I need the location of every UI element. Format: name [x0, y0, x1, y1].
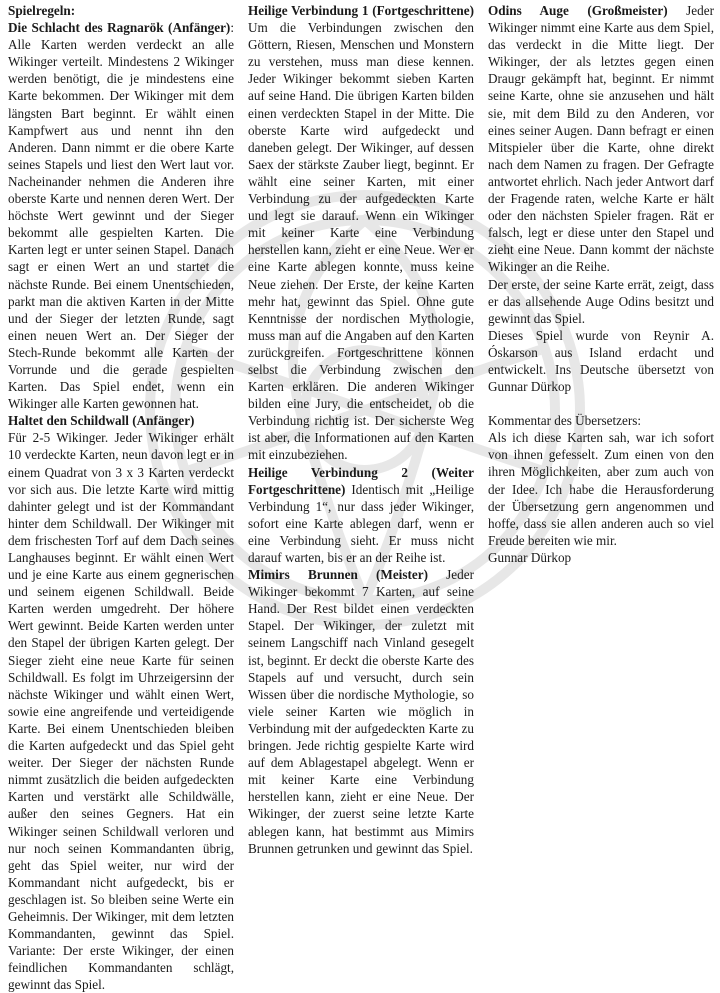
ragnarok-rule: [8, 19, 234, 412]
column-2: [248, 2, 474, 856]
verbindung2-rule: [248, 464, 474, 567]
spacer: [488, 395, 714, 412]
verbindung1-text: Um die Verbindungen zwischen den Göttern, Riesen, Menschen und Monstern zu verstehen, muss man diese kennen. Jeder Wikinger bekommt sieben Karten auf seine Hand. Die übrigen Karten bilden einen verdeckten Stapel in der Mitte. Die oberste Karte wird aufgedeckt und daneben gelegt. Der Wikinger, auf dessen Saex der stärkste Zauber liegt, beginnt. Er wählt eine seiner Karten, mit einer Verbindung zu der aufgedeckten Karte und legt sie darauf. Wenn ein Wikinger mit keiner Karte eine Verbindung herstellen kann, zieht er eine Neue. Wer er eine Karte ablegen konnte, muss keine Neue ziehen. Der Erste, der keine Karten mehr hat, gewinnt das Spiel. Ohne gute Kenntnisse der nordischen Mythologie, muss man auf die Angaben auf den Karten zurückgreifen. Fortgeschrittene können selbst die Verbindung zwischen den Karten erklären. Die anderen Wikinger bilden eine Jury, die entscheidet, ob die Verbindung richtig ist. Der sicherste Weg ist aber, die Informationen auf den Karten mit einzubeziehen.: [248, 20, 474, 463]
verbindung1-heading: Heilige Verbindung 1 (Fortgeschrittene): [248, 3, 474, 18]
odin-rule: [488, 2, 714, 276]
odin-heading: Odins Auge (Großmeister): [488, 3, 668, 18]
commentary-text: Als ich diese Karten sah, war ich sofort von ihnen gefesselt. Zum einen von den ihren Möglichkeiten, aber zum auch von der Idee. Ich habe die Herausforderung der Übersetzung gern angenommen und hoffe, dass sie allen anderen auch so viel Freude bereiten wie mir.: [488, 430, 714, 548]
schildwall-text: Für 2-5 Wikinger. Jeder Wikinger erhält 10 verdeckte Karten, neun davon legt er in einem Quadrat von 3 x 3 Karten verdeckt vor sich aus. Die letzte Karte wird mittig dahinter gelegt und ist der Kommandant hinter dem Schildwall. Der Wikinger mit dem frischesten Torf auf dem Dach seines Langhauses beginnt. Er wählt einen Wert und je eine Karte aus einem gegnerischen und seinem eigenen Schildwall. Beide Karten werden umgedreht. Der höhere Wert gewinnt. Beide Karten werden unter den Stapel der übrigen Karten gelegt. Der Sieger zieht eine neue Karte für seinen Schildwall. Es folgt im Uhrzeigersinn der nächste Wikinger und wählt einen Wert, sowie eine angreifende und verteidigende Karte. Bei einem Unentschieden bleiben die Karten aufgedeckt und das Spiel geht weiter. Der Sieger der nächsten Runde nimmt zusätzlich die beiden aufgedeckten Karten und verstärkt alle Schildwälle, außer den seines Gegners. Hat ein Wikinger seinen Schildwall verloren und nur noch seinen Kommandanten übrig, geht das Spiel weiter, nur wird der Kommandant nicht aufgedeckt, bis er geschlagen ist. So bleiben seine Werte ein Geheimnis. Der Wikinger, mit dem letzten Kommandanten, gewinnt das Spiel. Variante: Der erste Wikinger, der einen feindlichen Kommandanten schlägt, gewinnt das Spiel.: [8, 430, 234, 993]
verbindung1-rule: [248, 2, 474, 464]
mimir-text: Jeder Wikinger bekommt 7 Karten, auf seine Hand. Der Rest bildet einen verdeckten Stapel. Der Wikinger, der zuletzt mit seinem Langschiff nach Vinland gesegelt ist, beginnt. Er deckt die oberste Karte des Stapels auf und versucht, durch sein Wissen über die nordische Mythologie, so viele seiner Karten wie möglich in Verbindung mit der aufgedeckten Karte zu bringen. Jede richtig gespielte Karte wird auf dem Ablagestapel abgelegt. Wenn er mit keiner Karte eine Verbindung herstellen kann, zieht er eine Neue. Der Wikinger, der zuerst seine letzte Karte ablegen kann, hat bestimmt aus Mimirs Brunnen getrunken und gewinnt das Spiel.: [248, 567, 474, 856]
commentary-signature: Gunnar Dürkop: [488, 549, 572, 565]
column-3: [488, 2, 714, 808]
mimir-heading: Mimirs Brunnen (Meister): [248, 567, 428, 583]
mimir-rule: [248, 566, 474, 857]
odin-text-2: Der erste, der seine Karte errät, zeigt, dass er das allsehende Auge Odins besitzt und gewinnt das Spiel.: [488, 276, 714, 326]
column-1: [8, 2, 234, 993]
rules-title: Spielregeln:: [8, 3, 76, 18]
verbindung2-heading: Heilige Verbindung 2 (Weiter Fortgeschrittene): [248, 464, 474, 497]
ragnarok-heading: Die Schlacht des Ragnarök (Anfänger): [8, 20, 231, 36]
schildwall-heading: Haltet den Schildwall (Anfänger): [8, 413, 195, 429]
credits: Dieses Spiel wurde von Reynir A. Óskarson aus Island erdacht und entwickelt. Ins Deutsche übersetzt von Gunnar Dürkop: [488, 327, 714, 395]
ragnarok-text: : Alle Karten werden verdeckt an alle Wikinger verteilt. Mindestens 2 Wikinger werden benötigt, die je mindestens eine Karte bekommen. Der Wikinger mit dem längsten Bart beginnt. Er wählt einen Kampfwert aus und nennt ihn den Anderen. Dann nimmt er die obere Karte seines Stapels und liest den Wert laut vor. Nacheinander nehmen die Anderen ihre oberste Karte und nennen deren Wert. Der höchste Wert gewinnt und der Sieger bekommt alle gespielten Karten. Die Karten legt er unter seinen Stapel. Danach sagt er einen Wert an und startet die nächste Runde. Bei einem Unentschieden, parkt man die aktiven Karten in der Mitte und der Sieger der letzten Runde, sagt einen neuen Wert an. Der Sieger der Stech-Runde bekommt alle Karten der Vorrunde und die gerade gespielten Karten. Das Spiel endet, wenn ein Wikinger alle Karten gewonnen hat.: [8, 20, 234, 412]
verbindung2-text: Identisch mit „Heilige Verbindung 1“, nur dass jeder Wikinger, sofort eine Karte ablegen darf, wenn er eine Verbindung sieht. Er muss nicht darauf warten, bis er an der Reihe ist.: [248, 481, 474, 565]
commentary-heading: Kommentar des Übersetzers:: [488, 413, 642, 429]
odin-text: Jeder Wikinger nimmt eine Karte aus dem Spiel, das verdeckt in die Mitte liegt. Der Wikinger, der als letztes gegen einen Draugr gekämpft hat, beginnt. Er nimmt seine Karte, ohne sie anzusehen und hält sie, mit dem Bild zu den Anderen, vor eines seiner Augen. Dann befragt er einen Mitspieler über die Karte, ohne direkt nach dem Namen zu fragen. Der Gefragte antwortet ehrlich. Nach jeder Antwort darf der Fragende raten, welche Karte er hält oder den nächsten Spieler fragen. Rät er falsch, legt er diese unter den Stapel und zieht eine Neue. Dann kommt der nächste Wikinger an die Reihe.: [488, 3, 714, 275]
rules-page: [8, 2, 714, 993]
